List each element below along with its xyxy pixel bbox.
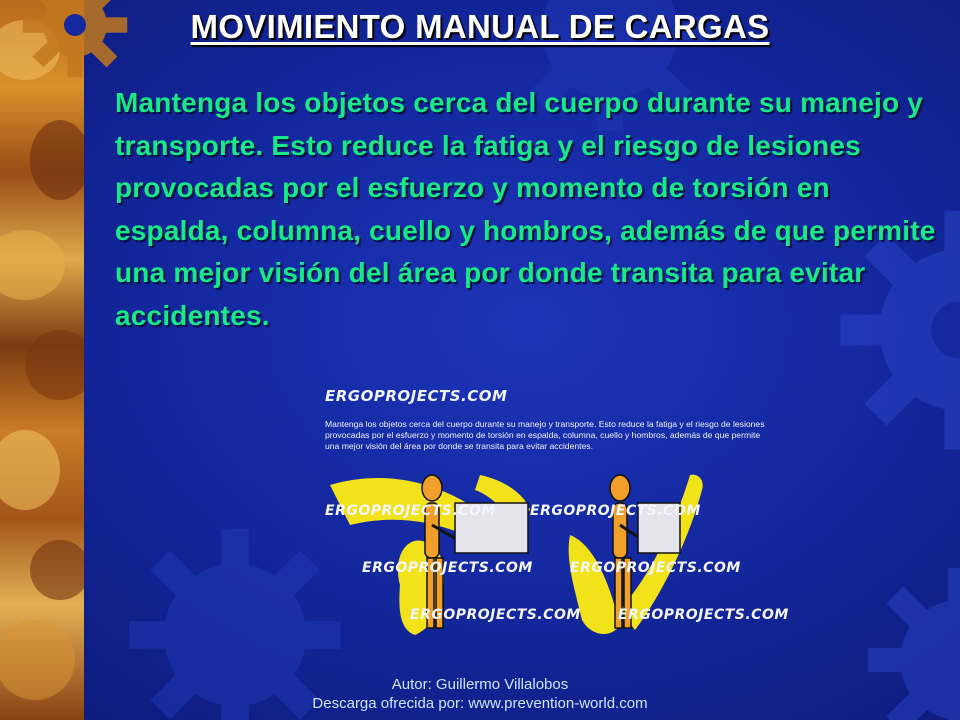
watermark: ERGOPROJECTS.COM	[325, 503, 496, 519]
watermark: ERGOPROJECTS.COM	[570, 560, 741, 576]
watermark: ERGOPROJECTS.COM	[530, 503, 701, 519]
figure-caption: Mantenga los objetos cerca del cuerpo durante su manejo y transporte. Esto reduce la fatiga y el riesgo de lesiones provocadas por el esfuerzo y momento de torsión en espalda, columna, cuello y hombros, además de que permite una mejor visión del área por donde se transita para evitar accidentes.	[325, 419, 765, 451]
decorative-strip	[0, 0, 84, 720]
watermark: ERGOPROJECTS.COM	[362, 560, 533, 576]
footer	[0, 675, 960, 713]
watermark: ERGOPROJECTS.COM	[410, 607, 581, 623]
download-credit: Descarga ofrecida por: www.prevention-world.com	[312, 695, 648, 712]
author-credit: Autor: Guillermo Villalobos	[391, 676, 569, 693]
slide-title: MOVIMIENTO MANUAL DE CARGAS	[190, 8, 770, 45]
body-text: Mantenga los objetos cerca del cuerpo durante su manejo y transporte. Esto reduce la fatiga y el riesgo de lesiones provocadas por el esfuerzo y momento de torsión en espalda, columna, cuello y hombros, además de que permite una mejor visión del área por donde transita para evitar accidentes.	[115, 87, 936, 331]
figure-heading: ERGOPROJECTS.COM	[325, 387, 508, 405]
watermark: ERGOPROJECTS.COM	[618, 607, 789, 623]
illustration	[320, 385, 789, 660]
